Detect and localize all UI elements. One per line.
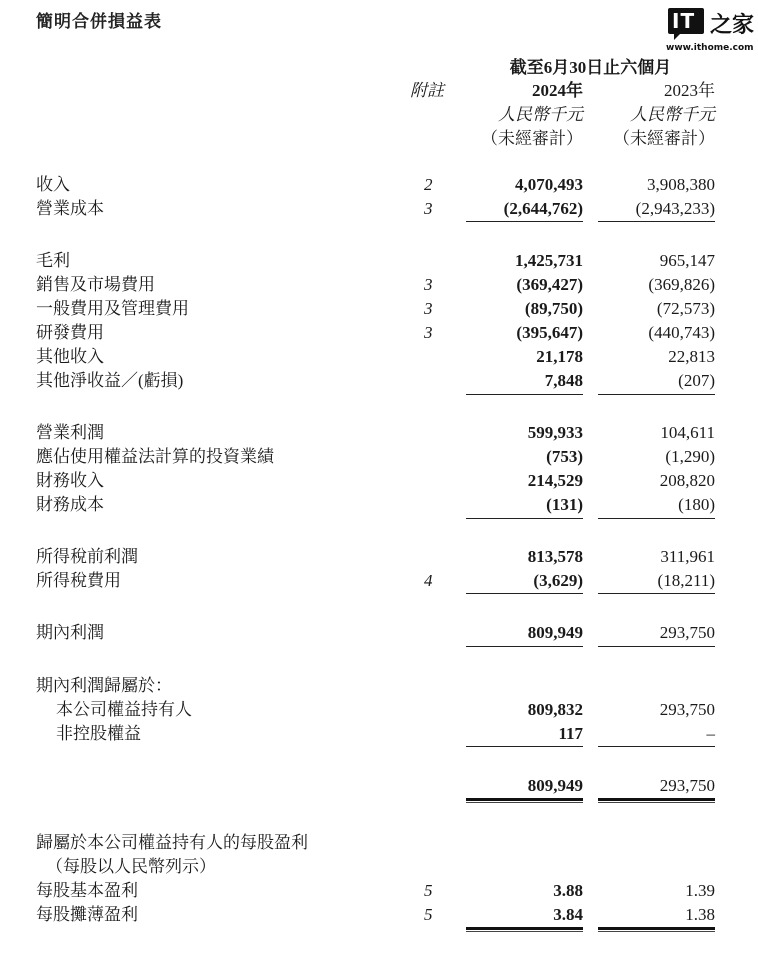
currency-2023: 人民幣千元 <box>630 105 715 124</box>
table-row: 收入 2 4,070,493 3,908,380 <box>36 175 715 194</box>
table-row: 歸屬於本公司權益持有人的每股盈利 <box>36 833 308 852</box>
table-row: 期內利潤歸屬於： <box>36 676 172 695</box>
table-row: 所得稅前利潤 813,578 311,961 <box>36 547 715 566</box>
table-row: 期內利潤 809,949 293,750 <box>36 623 715 642</box>
table-row: 研發費用 3 (395,647) (440,743) <box>36 323 715 342</box>
year-2023-header: 2023年 <box>664 81 715 100</box>
year-2024-header: 2024年 <box>532 81 583 100</box>
table-row: 財務成本 (131) (180) <box>36 495 715 514</box>
logo-url: www.ithome.com <box>666 43 754 53</box>
subtotal-rule <box>466 394 583 395</box>
subtotal-rule <box>598 221 715 222</box>
logo-cn-text: 之家 <box>710 12 755 38</box>
table-row: 每股基本盈利 5 3.88 1.39 <box>36 881 715 900</box>
table-row: 809,949 293,750 <box>527 776 715 795</box>
table-row: 其他淨收益／(虧損) 7,848 (207) <box>36 371 715 390</box>
table-row: 毛利 1,425,731 965,147 <box>36 251 715 270</box>
total-double-rule <box>598 927 715 932</box>
subtotal-rule <box>598 394 715 395</box>
table-row: 所得稅費用 4 (3,629) (18,211) <box>36 571 715 590</box>
audit-status-2023: （未經審計） <box>613 129 715 148</box>
ithome-logo <box>664 6 754 56</box>
it-logo-icon: IT <box>668 8 704 34</box>
table-row: 一般費用及管理費用 3 (89,750) (72,573) <box>36 299 715 318</box>
note-column-header: 附註 <box>410 81 444 100</box>
table-row: 營業利潤 599,933 104,611 <box>36 423 715 442</box>
table-row: 每股攤薄盈利 5 3.84 1.38 <box>36 905 715 924</box>
subtotal-rule <box>466 646 583 647</box>
subtotal-rule <box>598 593 715 594</box>
table-row: 銷售及市場費用 3 (369,427) (369,826) <box>36 275 715 294</box>
period-header: 截至6月30日止六個月 <box>509 58 672 77</box>
audit-status-2024: （未經審計） <box>481 129 583 148</box>
statement-title: 簡明合併損益表 <box>36 12 162 32</box>
total-double-rule <box>466 798 583 803</box>
subtotal-rule <box>598 646 715 647</box>
subtotal-rule <box>466 221 583 222</box>
table-row: 營業成本 3 (2,644,762) (2,943,233) <box>36 199 715 218</box>
total-double-rule <box>598 798 715 803</box>
subtotal-rule <box>466 518 583 519</box>
subtotal-rule <box>466 746 583 747</box>
table-row: 其他收入 21,178 22,813 <box>36 347 715 366</box>
currency-2024: 人民幣千元 <box>498 105 583 124</box>
subtotal-rule <box>598 746 715 747</box>
subtotal-rule <box>598 518 715 519</box>
subtotal-rule <box>466 593 583 594</box>
table-row: 非控股權益 117 – <box>56 724 715 743</box>
table-row: （每股以人民幣列示） <box>46 857 216 876</box>
table-row: 應佔使用權益法計算的投資業績 (753) (1,290) <box>36 447 715 466</box>
table-row: 財務收入 214,529 208,820 <box>36 471 715 490</box>
table-row: 本公司權益持有人 809,832 293,750 <box>56 700 715 719</box>
total-double-rule <box>466 927 583 932</box>
